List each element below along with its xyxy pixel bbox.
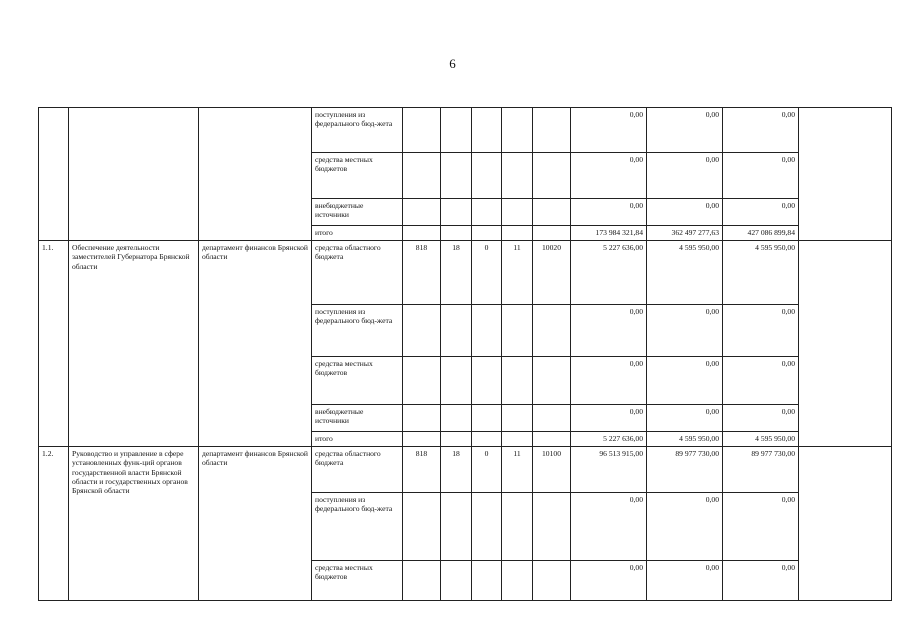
value-cell: 0,00: [647, 199, 723, 226]
source-cell: средства местных бюджетов: [312, 153, 403, 199]
source-cell: средства местных бюджетов: [312, 561, 403, 601]
code-cell: 11: [502, 447, 533, 493]
page-number: 6: [449, 56, 456, 71]
value-cell: 0,00: [571, 305, 647, 357]
code-cell: 0: [472, 241, 502, 305]
value-cell: 5 227 636,00: [571, 241, 647, 305]
source-cell: итого: [312, 432, 403, 447]
value-cell: 0,00: [723, 108, 799, 153]
item-number-cell: [39, 108, 69, 241]
source-cell: поступления из федерального бюд-жета: [312, 108, 403, 153]
value-cell: 0,00: [647, 357, 723, 405]
code-cell: 10100: [533, 447, 571, 493]
value-cell: 0,00: [647, 108, 723, 153]
code-cell: 11: [502, 241, 533, 305]
executor-cell: департамент финансов Брянской области: [199, 447, 312, 601]
value-cell: 0,00: [647, 153, 723, 199]
code-cell: 18: [441, 447, 472, 493]
source-cell: внебюджетные источники: [312, 199, 403, 226]
total-cell: 362 497 277,63: [647, 226, 723, 241]
table-row: [39, 447, 892, 493]
code-cell: 10020: [533, 241, 571, 305]
item-name-cell: Руководство и управление в сфере установленных функ-ций органов государственной власти Брянской области и государственных органов Брянской области: [69, 447, 199, 601]
value-cell: 0,00: [647, 305, 723, 357]
value-cell: 0,00: [571, 405, 647, 432]
total-cell: 4 595 950,00: [647, 432, 723, 447]
total-cell: 427 086 899,84: [723, 226, 799, 241]
code-cell: 0: [472, 447, 502, 493]
source-cell: поступления из федерального бюд-жета: [312, 493, 403, 561]
value-cell: 0,00: [647, 405, 723, 432]
extra-cell: [799, 108, 892, 241]
value-cell: 0,00: [723, 493, 799, 561]
value-cell: 0,00: [723, 199, 799, 226]
source-cell: внебюджетные источники: [312, 405, 403, 432]
code-cell: 818: [403, 241, 441, 305]
source-cell: средства областного бюджета: [312, 447, 403, 493]
value-cell: 4 595 950,00: [647, 241, 723, 305]
executor-cell: департамент финансов Брянской области: [199, 241, 312, 447]
code-cell: 18: [441, 241, 472, 305]
value-cell: 0,00: [571, 357, 647, 405]
value-cell: 0,00: [723, 561, 799, 601]
total-cell: 173 984 321,84: [571, 226, 647, 241]
value-cell: 0,00: [723, 305, 799, 357]
source-cell: средства местных бюджетов: [312, 357, 403, 405]
source-cell: итого: [312, 226, 403, 241]
item-number-cell: 1.2.: [39, 447, 69, 601]
extra-cell: [799, 241, 892, 447]
value-cell: 0,00: [647, 561, 723, 601]
item-name-cell: Обеспечение деятельности заместителей Губернатора Брянской области: [69, 241, 199, 447]
value-cell: 89 977 730,00: [647, 447, 723, 493]
budget-table: [38, 107, 892, 601]
table-row: [39, 241, 892, 305]
total-cell: 4 595 950,00: [723, 432, 799, 447]
executor-cell: [199, 108, 312, 241]
total-cell: 5 227 636,00: [571, 432, 647, 447]
extra-cell: [799, 447, 892, 601]
value-cell: 89 977 730,00: [723, 447, 799, 493]
value-cell: 96 513 915,00: [571, 447, 647, 493]
value-cell: 0,00: [723, 153, 799, 199]
value-cell: 4 595 950,00: [723, 241, 799, 305]
value-cell: 0,00: [571, 108, 647, 153]
source-cell: средства областного бюджета: [312, 241, 403, 305]
value-cell: 0,00: [571, 561, 647, 601]
value-cell: 0,00: [571, 153, 647, 199]
source-cell: поступления из федерального бюд-жета: [312, 305, 403, 357]
item-name-cell: [69, 108, 199, 241]
value-cell: 0,00: [723, 357, 799, 405]
value-cell: 0,00: [723, 405, 799, 432]
item-number-cell: 1.1.: [39, 241, 69, 447]
value-cell: 0,00: [571, 493, 647, 561]
table-row: [39, 108, 892, 153]
value-cell: 0,00: [571, 199, 647, 226]
value-cell: 0,00: [647, 493, 723, 561]
code-cell: 818: [403, 447, 441, 493]
